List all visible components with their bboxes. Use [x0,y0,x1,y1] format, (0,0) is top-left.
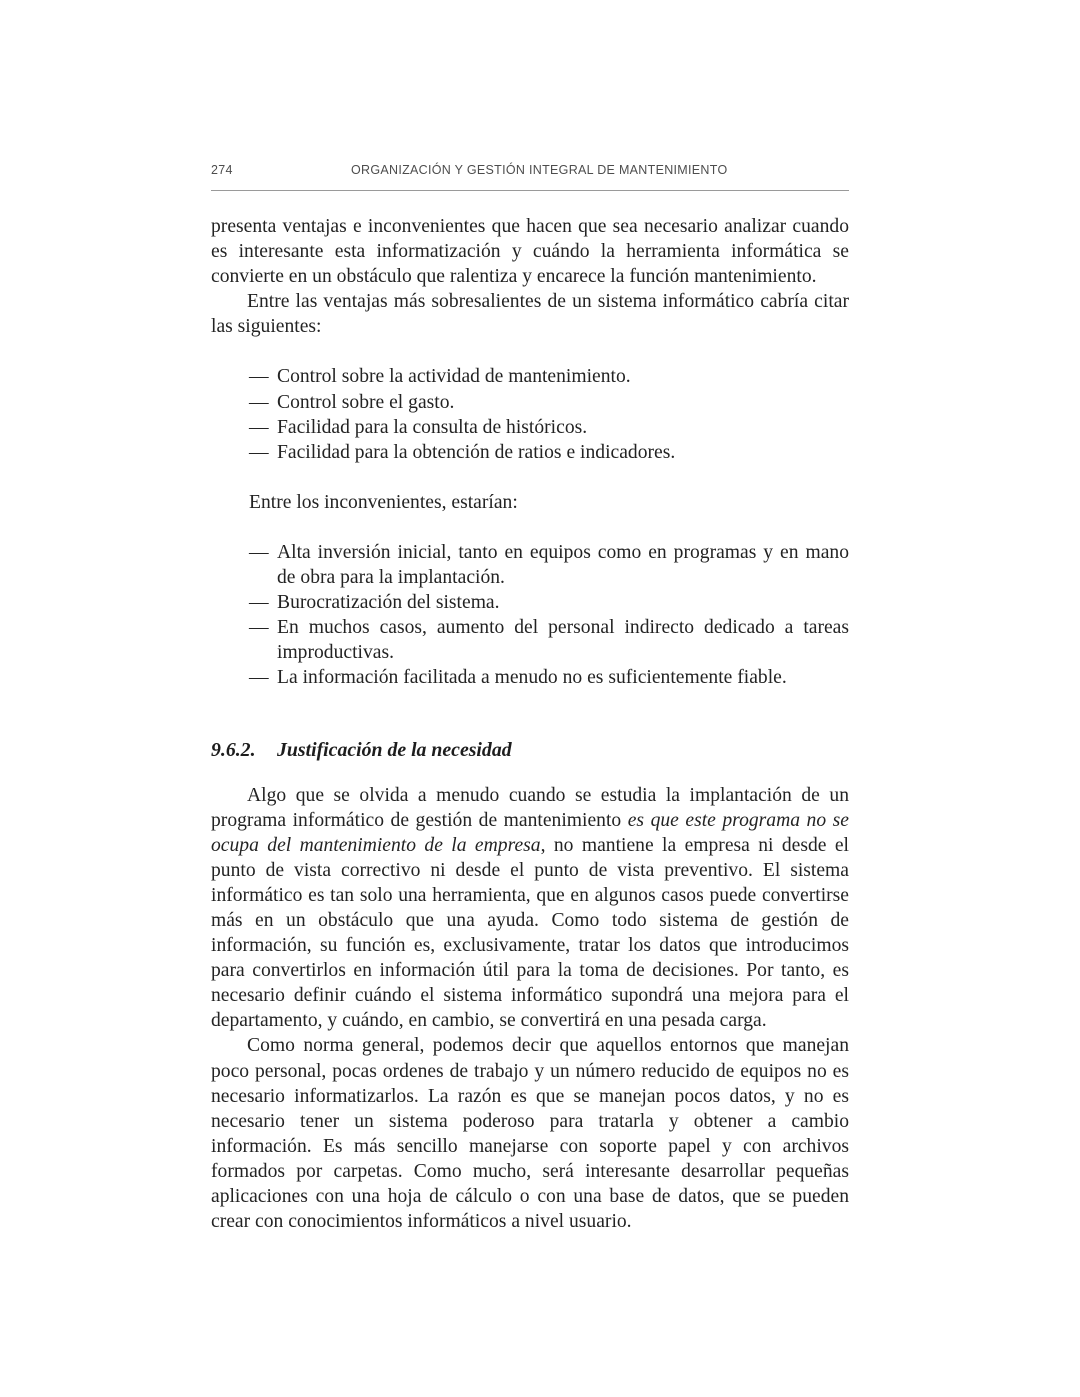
spacer [211,515,849,540]
em-dash-marker: — [249,391,269,413]
list-item-text: En muchos casos, aumento del personal indirecto dedicado a tareas improductivas. [277,617,849,664]
list-item [211,415,849,440]
section-number: 9.6.2. [211,738,256,761]
list-item-text: Burocratización del sistema. [277,592,500,614]
em-dash-marker: — [249,416,269,438]
em-dash-marker: — [249,592,269,614]
emphasis-text: es que este programa no se ocupa del mantenimiento de la empresa [211,809,849,856]
advantages-list [211,364,849,464]
list-item-text: Alta inversión inicial, tanto en equipos como en programas y en mano de obra para la implantación. [277,541,849,589]
em-dash-marker: — [249,667,269,689]
page-content [211,163,849,1234]
list-item [211,390,849,415]
spacer [211,465,849,490]
em-dash-marker: — [249,366,269,388]
spacer [211,763,849,783]
paragraph-text-tail: , no mantiene la empresa ni desde el punto de vista correctivo ni desde el punto de vista preventivo. El sistema informático es tan solo una herramienta, que en algunos casos puede convertirse más en un obstáculo que una ayuda. Como todo sistema de gestión de información, su función es, exclusivamente, tratar los datos que introducimos para convertirlos en información útil para la toma de decisiones. Por tanto, es necesario definir cuándo el sistema informático supondrá una mejora para el departamento, y cuándo, en cambio, se convertirá en una pesada carga. [211,834,849,1032]
list-item [211,540,849,590]
list-item [211,615,849,665]
paragraph-advantages-intro: Entre las ventajas más sobresalientes de un sistema informático cabría citar las siguientes: [211,291,849,338]
header-divider [211,190,849,191]
section-title: Justificación de la necesidad [277,738,512,761]
list-item-text: Control sobre el gasto. [277,391,455,413]
list-item [211,590,849,615]
em-dash-marker: — [249,541,269,563]
running-head [211,163,849,183]
spacer [211,691,849,737]
list-item-text: Facilidad para la obtención de ratios e indicadores. [277,441,676,463]
em-dash-marker: — [249,617,269,639]
paragraph-justification-1 [211,783,849,1034]
em-dash-marker: — [249,441,269,463]
section-heading [211,737,849,763]
drawbacks-intro: Entre los inconvenientes, estarían: [249,491,518,513]
list-item [211,665,849,690]
paragraph-text-lead: Algo que se olvida a menudo cuando se estudia la implantación de un programa informático de gestión de mantenimiento [211,784,849,831]
list-item-text: Facilidad para la consulta de históricos. [277,416,588,438]
spacer [211,339,849,364]
list-item [211,364,849,389]
body-text [211,214,849,1234]
paragraph-continued: presenta ventajas e inconvenientes que hacen que sea necesario analizar cuando es interesante esta informatización y cuándo la herramienta informática se convierte en un obstáculo que ralentiza y encarece la función mantenimiento. [211,216,849,288]
running-head-title: ORGANIZACIÓN Y GESTIÓN INTEGRAL DE MANTENIMIENTO [351,163,728,177]
page-number: 274 [211,163,233,177]
paragraph-justification-2: Como norma general, podemos decir que aquellos entornos que manejan poco personal, pocas ordenes de trabajo y un número reducido de equipos no es necesario informatizarlos. La razón es que se manejan pocos datos, y no es necesario tener un sistema poderoso para tratarla y obtener a cambio información. Es más sencillo manejarse con soporte papel y con archivos formados por carpetas. Como mucho, será interesante desarrollar pequeñas aplicaciones con una hoja de cálculo o con una base de datos, que se pueden crear con conocimientos informáticos a nivel usuario. [211,1035,849,1233]
list-item [211,440,849,465]
list-item-text: Control sobre la actividad de mantenimiento. [277,366,631,388]
drawbacks-list [211,540,849,691]
list-item-text: La información facilitada a menudo no es suficientemente fiable. [277,667,787,689]
